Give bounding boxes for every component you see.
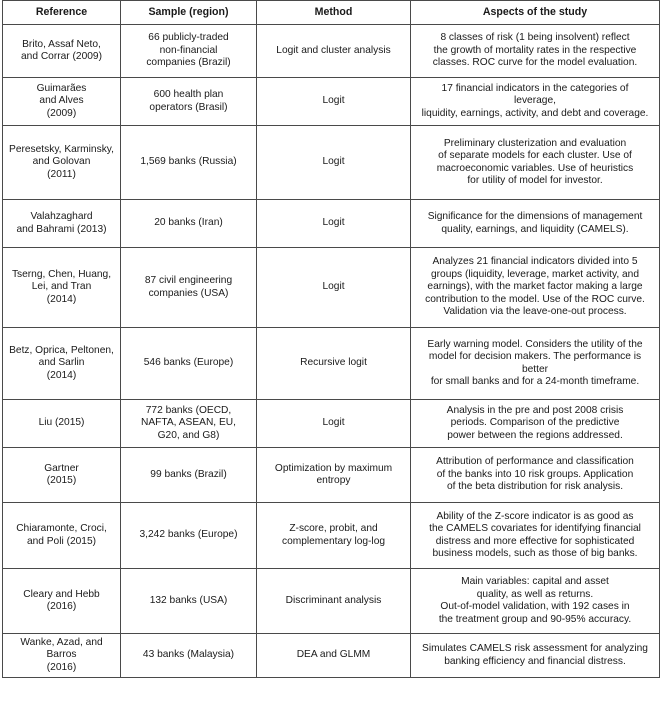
cell-method: Discriminant analysis <box>257 569 411 634</box>
table-row <box>3 328 660 400</box>
header-method: Method <box>257 1 411 25</box>
cell-reference: Valahzaghard and Bahrami (2013) <box>3 200 121 248</box>
cell-reference: Tserng, Chen, Huang, Lei, and Tran (2014) <box>3 248 121 328</box>
studies-table <box>2 0 660 678</box>
cell-aspects: Analyzes 21 financial indicators divided into 5 groups (liquidity, leverage, market activity, and earnings), with the market factor making a large contribution to the model. Use of the ROC curve. Validation via the leave-one-out process. <box>411 248 660 328</box>
cell-sample: 1,569 banks (Russia) <box>121 126 257 200</box>
cell-aspects: Simulates CAMELS risk assessment for analyzing banking efficiency and financial distress. <box>411 634 660 678</box>
cell-method: DEA and GLMM <box>257 634 411 678</box>
header-reference: Reference <box>3 1 121 25</box>
cell-aspects: 17 financial indicators in the categories of leverage, liquidity, earnings, activity, and debt and coverage. <box>411 78 660 126</box>
table-row <box>3 400 660 448</box>
cell-aspects: Early warning model. Considers the utility of the model for decision makers. The performance is better for small banks and for a 24-month timeframe. <box>411 328 660 400</box>
cell-method: Z-score, probit, and complementary log-log <box>257 503 411 569</box>
table-row <box>3 569 660 634</box>
table-row <box>3 634 660 678</box>
cell-reference: Guimarães and Alves (2009) <box>3 78 121 126</box>
cell-method: Logit <box>257 126 411 200</box>
cell-method: Logit <box>257 200 411 248</box>
cell-reference: Chiaramonte, Croci, and Poli (2015) <box>3 503 121 569</box>
cell-aspects: Main variables: capital and asset quality, as well as returns. Out-of-model validation, with 192 cases in the treatment group and 90-95% accuracy. <box>411 569 660 634</box>
cell-reference: Liu (2015) <box>3 400 121 448</box>
cell-reference: Gartner (2015) <box>3 448 121 503</box>
cell-reference: Betz, Oprica, Peltonen, and Sarlin (2014) <box>3 328 121 400</box>
table-row <box>3 78 660 126</box>
cell-sample: 87 civil engineering companies (USA) <box>121 248 257 328</box>
cell-aspects: Attribution of performance and classification of the banks into 10 risk groups. Application of the beta distribution for risk analysis. <box>411 448 660 503</box>
cell-reference: Brito, Assaf Neto, and Corrar (2009) <box>3 25 121 78</box>
cell-reference: Peresetsky, Karminsky, and Golovan (2011) <box>3 126 121 200</box>
table-row <box>3 25 660 78</box>
cell-sample: 43 banks (Malaysia) <box>121 634 257 678</box>
cell-sample: 3,242 banks (Europe) <box>121 503 257 569</box>
table-row <box>3 248 660 328</box>
cell-reference: Cleary and Hebb (2016) <box>3 569 121 634</box>
table-row <box>3 200 660 248</box>
cell-aspects: Analysis in the pre and post 2008 crisis periods. Comparison of the predictive power between the regions addressed. <box>411 400 660 448</box>
cell-sample: 66 publicly-traded non-financial companies (Brazil) <box>121 25 257 78</box>
table-row <box>3 126 660 200</box>
cell-method: Logit and cluster analysis <box>257 25 411 78</box>
cell-aspects: Ability of the Z-score indicator is as good as the CAMELS covariates for identifying financial distress and more effective for sophisticated business models, such as those of big banks. <box>411 503 660 569</box>
cell-method: Optimization by maximum entropy <box>257 448 411 503</box>
table-row <box>3 503 660 569</box>
cell-sample: 772 banks (OECD, NAFTA, ASEAN, EU, G20, and G8) <box>121 400 257 448</box>
cell-sample: 20 banks (Iran) <box>121 200 257 248</box>
cell-sample: 600 health plan operators (Brasil) <box>121 78 257 126</box>
cell-reference: Wanke, Azad, and Barros (2016) <box>3 634 121 678</box>
header-aspects: Aspects of the study <box>411 1 660 25</box>
cell-method: Recursive logit <box>257 328 411 400</box>
cell-sample: 99 banks (Brazil) <box>121 448 257 503</box>
cell-method: Logit <box>257 78 411 126</box>
cell-sample: 132 banks (USA) <box>121 569 257 634</box>
cell-aspects: Preliminary clusterization and evaluation of separate models for each cluster. Use of macroeconomic variables. Use of heuristics for utility of model for investor. <box>411 126 660 200</box>
cell-aspects: 8 classes of risk (1 being insolvent) reflect the growth of mortality rates in the respective classes. ROC curve for the model evaluation. <box>411 25 660 78</box>
cell-method: Logit <box>257 400 411 448</box>
table-header-row <box>3 1 660 25</box>
cell-sample: 546 banks (Europe) <box>121 328 257 400</box>
cell-aspects: Significance for the dimensions of management quality, earnings, and liquidity (CAMELS). <box>411 200 660 248</box>
header-sample: Sample (region) <box>121 1 257 25</box>
cell-method: Logit <box>257 248 411 328</box>
table-row <box>3 448 660 503</box>
